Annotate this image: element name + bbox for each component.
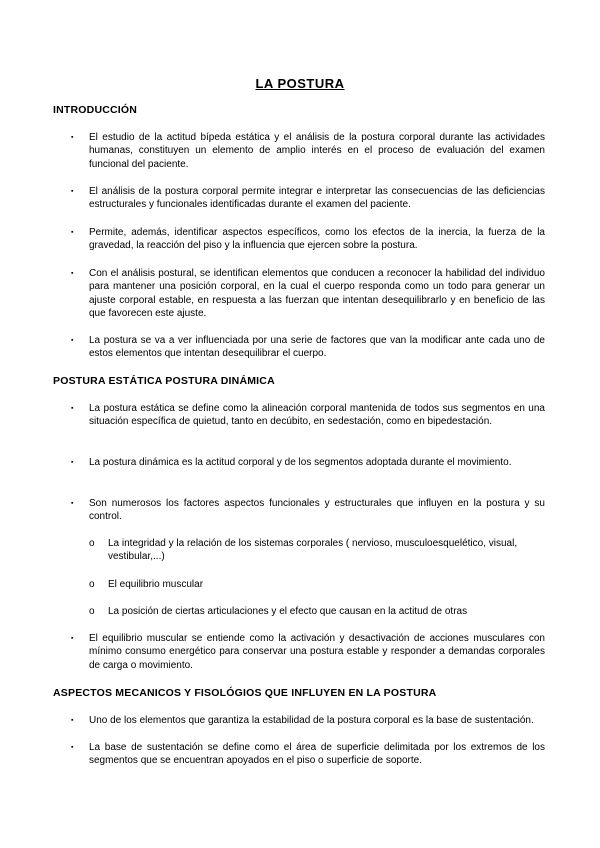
- sub-bullet-icon: o: [89, 538, 95, 549]
- list-item: La postura estática se define como la alineación corporal mantenida de todos sus segmentos en una situación específica de quietud, tanto en decúbito, en sedestación, como en bipedestación.: [89, 403, 545, 428]
- list-item: Uno de los elementos que garantiza la estabilidad de la postura corporal es la base de sustentación.: [89, 715, 534, 726]
- list-item: Permite, además, identificar aspectos específicos, como los efectos de la inercia, la fuerza de la gravedad, la reacción del piso y la influencia que ejercen sobre la postura.: [89, 227, 545, 252]
- list-item: La postura se va a ver influenciada por una serie de factores que van la modificar ante cada uno de estos elementos que intentan desequilibrar el cuerpo.: [89, 335, 545, 360]
- bullet-icon: ▪: [71, 134, 74, 141]
- list-item: La base de sustentación se define como el área de superficie delimitada por los extremos de los segmentos que se encuentran apoyados en el piso o superficie de soporte.: [89, 742, 545, 767]
- bullet-icon: ▪: [71, 459, 74, 466]
- sub-list-item: La integridad y la relación de los sistemas corporales ( nervioso, musculoesquelético, visual, vestibular,...): [108, 538, 518, 563]
- bullet-icon: ▪: [71, 229, 74, 236]
- bullet-icon: ▪: [71, 500, 74, 507]
- list-item: Con el análisis postural, se identifican elementos que conducen a reconocer la habilidad del individuo para mantener una posición corporal, en la cual el cuerpo responda como un todo para generar un ajuste corporal estable, en respuesta a las fuerzan que intentan desequilibrarlo y en beneficio de las que favorecen este ajuste.: [89, 268, 545, 320]
- list-item: El análisis de la postura corporal permite integrar e interpretar las consecuencias de las deficiencias estructurales y funcionales identificadas durante el examen del paciente.: [89, 186, 545, 211]
- list-item: La postura dinámica es la actitud corporal y de los segmentos adoptada durante el movimiento.: [89, 457, 512, 468]
- section-heading-postura: POSTURA ESTÁTICA POSTURA DINÁMICA: [53, 375, 275, 387]
- bullet-icon: ▪: [71, 717, 74, 724]
- sub-bullet-icon: o: [89, 606, 95, 617]
- sub-bullet-icon: o: [89, 579, 95, 590]
- bullet-icon: ▪: [71, 270, 74, 277]
- sub-list-item: El equilibrio muscular: [108, 579, 204, 590]
- bullet-icon: ▪: [71, 744, 74, 751]
- sub-list-item: La posición de ciertas articulaciones y el efecto que causan en la actitud de otras: [108, 606, 468, 617]
- bullet-icon: ▪: [71, 188, 74, 195]
- page-title: LA POSTURA: [255, 76, 345, 91]
- list-item: El equilibrio muscular se entiende como la activación y desactivación de acciones musculares con mínimo consumo energético para conservar una postura estable y responder a demandas corporales de carga o movimiento.: [89, 633, 545, 671]
- bullet-icon: ▪: [71, 635, 74, 642]
- bullet-icon: ▪: [71, 337, 74, 344]
- section-heading-aspectos: ASPECTOS MECANICOS Y FISOLÓGIOS QUE INFLUYEN EN LA POSTURA: [53, 687, 437, 699]
- section-heading-introduccion: INTRODUCCIÓN: [53, 104, 138, 116]
- bullet-icon: ▪: [71, 405, 74, 412]
- list-item: Son numerosos los factores aspectos funcionales y estructurales que influyen en la postura y su control.: [89, 498, 545, 523]
- list-item: El estudio de la actitud bípeda estática y el análisis de la postura corporal durante las actividades humanas, constituyen un elemento de amplio interés en el proceso de evaluación del examen funcional del paciente.: [89, 132, 545, 170]
